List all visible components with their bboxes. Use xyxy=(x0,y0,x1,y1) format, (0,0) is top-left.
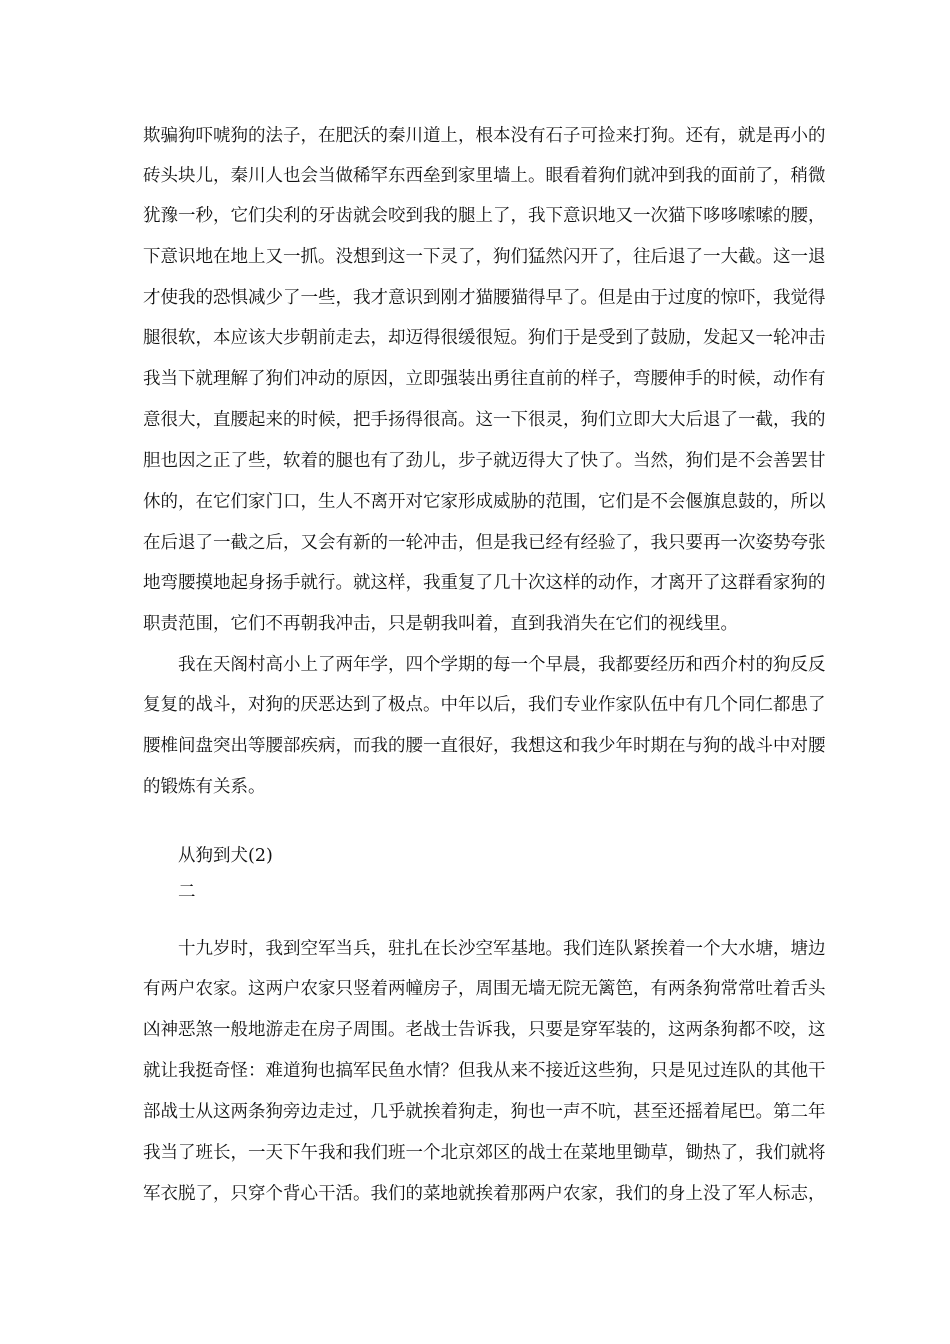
text-line: 我当了班长，一天下午我和我们班一个北京郊区的战士在菜地里锄草，锄热了，我们就将 xyxy=(143,1143,826,1163)
text-line: 才使我的恐惧减少了一些，我才意识到刚才猫腰猫得早了。但是由于过度的惊吓，我觉得 xyxy=(143,288,826,308)
text-line: 凶神恶煞一般地游走在房子周围。老战士告诉我，只要是穿军装的，这两条狗都不咬，这 xyxy=(143,1020,826,1040)
text-line: 犹豫一秒，它们尖利的牙齿就会咬到我的腿上了，我下意识地又一次猫下哆哆嗦嗦的腰， xyxy=(143,206,826,226)
text-line: 下意识地在地上又一抓。没想到这一下灵了，狗们猛然闪开了，往后退了一大截。这一退 xyxy=(143,247,826,267)
text-line: 军衣脱了，只穿个背心干活。我们的菜地就挨着那两户农家，我们的身上没了军人标志， xyxy=(143,1184,826,1204)
text-line: 在后退了一截之后，又会有新的一轮冲击，但是我已经有经验了，我只要再一次姿势夸张 xyxy=(143,533,826,553)
text-line: 砖头块儿，秦川人也会当做稀罕东西垒到家里墙上。眼看着狗们就冲到我的面前了，稍微 xyxy=(143,166,826,186)
text-line: 地弯腰摸地起身扬手就行。就这样，我重复了几十次这样的动作，才离开了这群看家狗的 xyxy=(143,573,826,593)
text-line: 的锻炼有关系。 xyxy=(143,777,266,797)
text-line: 我当下就理解了狗们冲动的原因，立即强装出勇往直前的样子，弯腰伸手的时候，动作有 xyxy=(143,369,826,389)
text-line: 腰椎间盘突出等腰部疾病，而我的腰一直很好，我想这和我少年时期在与狗的战斗中对腰 xyxy=(143,736,826,756)
section-number: 二 xyxy=(178,882,196,902)
paragraph-first-line: 我在天阁村高小上了两年学，四个学期的每一个早晨，我都要经历和西介村的狗反反 xyxy=(178,655,826,675)
text-line: 意很大，直腰起来的时候，把手扬得很高。这一下很灵，狗们立即大大后退了一截，我的 xyxy=(143,410,826,430)
paragraph-first-line: 十九岁时，我到空军当兵，驻扎在长沙空军基地。我们连队紧挨着一个大水塘，塘边 xyxy=(178,939,826,959)
text-line: 部战士从这两条狗旁边走过，几乎就挨着狗走，狗也一声不吭，甚至还摇着尾巴。第二年 xyxy=(143,1102,826,1122)
text-line: 欺骗狗吓唬狗的法子，在肥沃的秦川道上，根本没有石子可捡来打狗。还有，就是再小的 xyxy=(143,126,826,146)
text-line: 有两户农家。这两户农家只竖着两幢房子，周围无墙无院无篱笆，有两条狗常常吐着舌头 xyxy=(143,979,826,999)
text-line: 胆也因之正了些，软着的腿也有了劲儿，步子就迈得大了快了。当然，狗们是不会善罢甘 xyxy=(143,451,826,471)
section-title: 从狗到犬(2) xyxy=(178,846,273,866)
text-line: 腿很软，本应该大步朝前走去，却迈得很缓很短。狗们于是受到了鼓励，发起又一轮冲击 xyxy=(143,328,826,348)
text-line: 职责范围，它们不再朝我冲击，只是朝我叫着，直到我消失在它们的视线里。 xyxy=(143,614,738,634)
text-line: 就让我挺奇怪：难道狗也搞军民鱼水情？但我从来不接近这些狗，只是见过连队的其他干 xyxy=(143,1061,826,1081)
text-line: 复复的战斗，对狗的厌恶达到了极点。中年以后，我们专业作家队伍中有几个同仁都患了 xyxy=(143,695,826,715)
text-line: 休的，在它们家门口，生人不离开对它家形成威胁的范围，它们是不会偃旗息鼓的，所以 xyxy=(143,492,826,512)
